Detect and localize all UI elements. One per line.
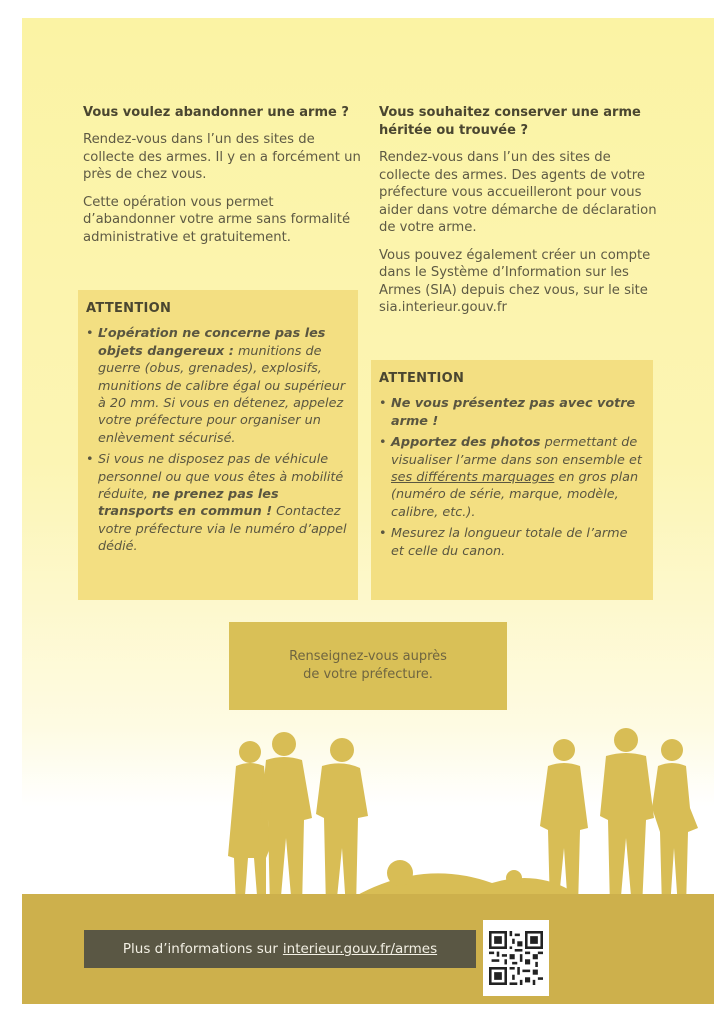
attention-list-right — [379, 395, 643, 560]
abandon-section — [83, 104, 363, 256]
attention-item-no-weapon — [379, 395, 643, 430]
more-info-text: Plus d’informations sur — [122, 941, 278, 957]
attention-heading-left: ATTENTION — [86, 301, 172, 316]
callout-line-1: Renseignez-vous auprès — [289, 649, 447, 664]
qr-code-icon[interactable] — [483, 920, 549, 996]
attention-list-left — [86, 325, 348, 555]
keep-paragraph-2: Vous pouvez également créer un compte dans le Système d’Information sur les Armes (SIA) depuis chez vous, sur le site sia.interieur.gouv.fr — [379, 247, 651, 315]
attention-box-right — [371, 360, 653, 600]
footer-band — [22, 894, 714, 1004]
attention-item-bold: Ne vous présentez pas avec votre arme ! — [391, 396, 636, 429]
attention-item-text: munitions de guerre (obus, grenades), explosifs, munitions de calibre égal ou supérieur à 20 mm. Si vous en détenez, appelez votre préfecture pour organiser un enlèvement sécurisé. — [98, 343, 346, 446]
attention-item-text: en gros plan (numéro de série, marque, modèle, calibre, etc.). — [391, 470, 639, 520]
qr-code-graphic — [489, 931, 543, 985]
attention-item-text: Mesurez la longueur totale de l’arme et celle du canon. — [391, 526, 628, 559]
abandon-paragraph-1: Rendez-vous dans l’un des sites de collecte des armes. Il y en a forcément un près de chez vous. — [83, 132, 361, 182]
attention-heading-right: ATTENTION — [379, 371, 465, 386]
more-info-bar — [84, 930, 476, 968]
attention-item-bold: ne prenez pas les transports en commun ! — [98, 487, 279, 520]
abandon-paragraph-2: Cette opération vous permet d’abandonner votre arme sans formalité administrative et gratuitement. — [83, 194, 351, 245]
attention-item-bold: Apportez des photos — [391, 435, 541, 451]
attention-item-bold: L’opération ne concerne pas les objets dangereux : — [98, 326, 326, 359]
flyer-page — [22, 18, 714, 1004]
attention-item-text: Contactez votre préfecture via le numéro d’appel dédié. — [98, 504, 347, 555]
prefecture-callout — [229, 622, 507, 710]
attention-box-left — [78, 290, 358, 600]
more-info-link[interactable]: interieur.gouv.fr/armes — [282, 941, 438, 957]
attention-item-text: permettant de visualiser l’arme dans son ensemble et — [391, 435, 642, 468]
keep-title: Vous souhaitez conserver une arme héritée ou trouvée ? — [379, 105, 641, 138]
attention-item-dangerous-objects — [86, 325, 348, 447]
abandon-title: Vous voulez abandonner une arme ? — [83, 105, 349, 120]
attention-item-text: Si vous ne disposez pas de véhicule personnel ou que vous êtes à mobilité réduite, — [98, 452, 344, 503]
keep-paragraph-1: Rendez-vous dans l’un des sites de collecte des armes. Des agents de votre préfecture vous accueilleront pour vous aider dans votre démarche de déclaration de votre arme. — [379, 150, 657, 235]
attention-item-underlined: ses différents marquages — [391, 470, 555, 486]
keep-section — [379, 104, 659, 327]
attention-item-transport — [86, 451, 348, 555]
attention-item-photos — [379, 434, 643, 521]
attention-item-measure — [379, 525, 643, 560]
callout-line-2: de votre préfecture. — [303, 667, 433, 682]
